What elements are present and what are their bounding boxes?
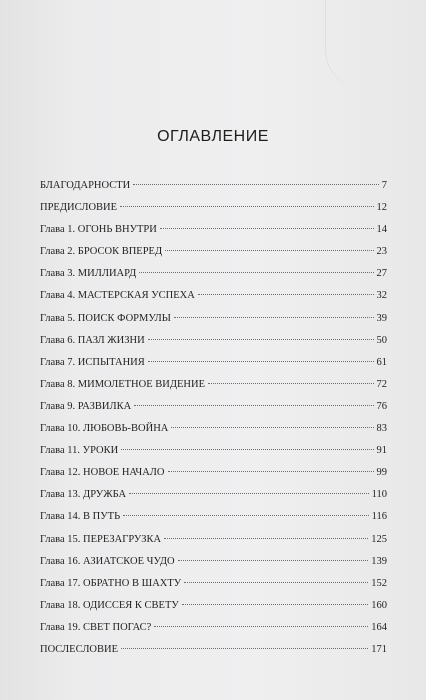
toc-entry-page-number: 7 [381,180,387,191]
dot-leader [120,206,373,207]
dot-leader [182,604,368,605]
table-of-contents [40,175,387,661]
toc-entry [40,639,387,661]
toc-entry-label: ПРЕДИСЛОВИЕ [40,202,118,214]
dot-leader [164,538,368,539]
toc-entry-page-number: 110 [371,489,387,501]
toc-entry-page-number: 91 [376,445,387,457]
toc-entry-label: БЛАГОДАРНОСТИ [40,180,131,191]
toc-entry-label: Глава 13. ДРУЖБА [40,489,127,501]
toc-entry [40,308,387,330]
toc-entry-page-number: 160 [371,599,387,611]
toc-entry-page-number: 32 [376,290,387,302]
toc-entry-label: Глава 5. ПОИСК ФОРМУЛЫ [40,312,171,324]
toc-entry [40,396,387,418]
dot-leader [148,361,374,362]
dot-leader [198,294,374,295]
toc-entry-label: Глава 10. ЛЮБОВЬ-ВОЙНА [40,423,169,435]
toc-entry [40,219,387,241]
dot-leader [208,383,374,384]
toc-entry [40,484,387,506]
toc-entry-page-number: 23 [376,246,387,258]
toc-entry-page-number: 76 [376,400,387,412]
toc-entry-label: Глава 6. ПАЗЛ ЖИЗНИ [40,334,145,346]
toc-entry-label: Глава 14. В ПУТЬ [40,511,121,523]
toc-entry [40,506,387,528]
toc-entry-page-number: 99 [376,467,387,479]
dot-leader [129,493,369,494]
toc-entry-page-number: 39 [376,312,387,324]
dot-leader [178,560,369,561]
toc-entry-label: Глава 2. БРОСОК ВПЕРЕД [40,246,163,258]
toc-entry-label: Глава 1. ОГОНЬ ВНУТРИ [40,224,157,236]
toc-entry [40,440,387,462]
toc-entry [40,462,387,484]
toc-entry-label: ПОСЛЕСЛОВИЕ [40,643,119,655]
toc-entry [40,197,387,219]
toc-entry-page-number: 152 [371,577,387,589]
toc-entry [40,285,387,307]
dot-leader [134,405,373,406]
dot-leader [154,626,368,627]
toc-entry [40,175,387,197]
dot-leader [133,184,379,185]
toc-entry-page-number: 139 [371,555,387,567]
toc-entry [40,595,387,617]
dot-leader [139,272,373,273]
toc-entry-page-number: 164 [371,621,387,633]
toc-entry-page-number: 27 [376,268,387,280]
toc-entry-label: Глава 3. МИЛЛИАРД [40,268,137,280]
toc-entry [40,263,387,285]
dot-leader [123,515,369,516]
dot-leader [148,339,374,340]
toc-entry-page-number: 14 [376,224,387,236]
toc-entry-page-number: 61 [376,356,387,368]
page-curl-decoration [325,0,366,90]
page-title: ОГЛАВЛЕНИЕ [157,128,269,145]
toc-entry [40,352,387,374]
toc-entry [40,330,387,352]
toc-entry-label: Глава 11. УРОКИ [40,445,119,457]
toc-entry-label: Глава 18. ОДИССЕЯ К СВЕТУ [40,599,179,611]
toc-entry-page-number: 50 [376,334,387,346]
toc-entry-page-number: 125 [371,533,387,545]
toc-entry-label: Глава 17. ОБРАТНО В ШАХТУ [40,577,182,589]
toc-entry-label: Глава 8. МИМОЛЕТНОЕ ВИДЕНИЕ [40,378,205,390]
toc-entry [40,529,387,551]
toc-entry-label: Глава 19. СВЕТ ПОГАС? [40,621,152,633]
toc-entry-label: Глава 4. МАСТЕРСКАЯ УСПЕХА [40,290,195,302]
toc-entry-label: Глава 12. НОВОЕ НАЧАЛО [40,467,165,479]
toc-entry [40,374,387,396]
toc-entry-label: Глава 16. АЗИАТСКОЕ ЧУДО [40,555,175,567]
toc-entry-page-number: 12 [376,202,387,214]
toc-entry-page-number: 171 [371,643,387,655]
toc-entry-page-number: 72 [376,378,387,390]
dot-leader [121,449,373,450]
dot-leader [160,228,374,229]
toc-entry [40,573,387,595]
toc-entry-label: Глава 9. РАЗВИЛКА [40,400,132,412]
dot-leader [168,471,374,472]
dot-leader [174,317,374,318]
toc-entry-label: Глава 7. ИСПЫТАНИЯ [40,356,145,368]
toc-entry [40,551,387,573]
toc-entry [40,241,387,263]
toc-entry-page-number: 116 [371,511,387,523]
dot-leader [184,582,368,583]
dot-leader [121,648,368,649]
toc-entry [40,617,387,639]
toc-entry-page-number: 83 [376,423,387,435]
dot-leader [171,427,373,428]
dot-leader [165,250,373,251]
toc-entry-label: Глава 15. ПЕРЕЗАГРУЗКА [40,533,162,545]
toc-entry [40,418,387,440]
